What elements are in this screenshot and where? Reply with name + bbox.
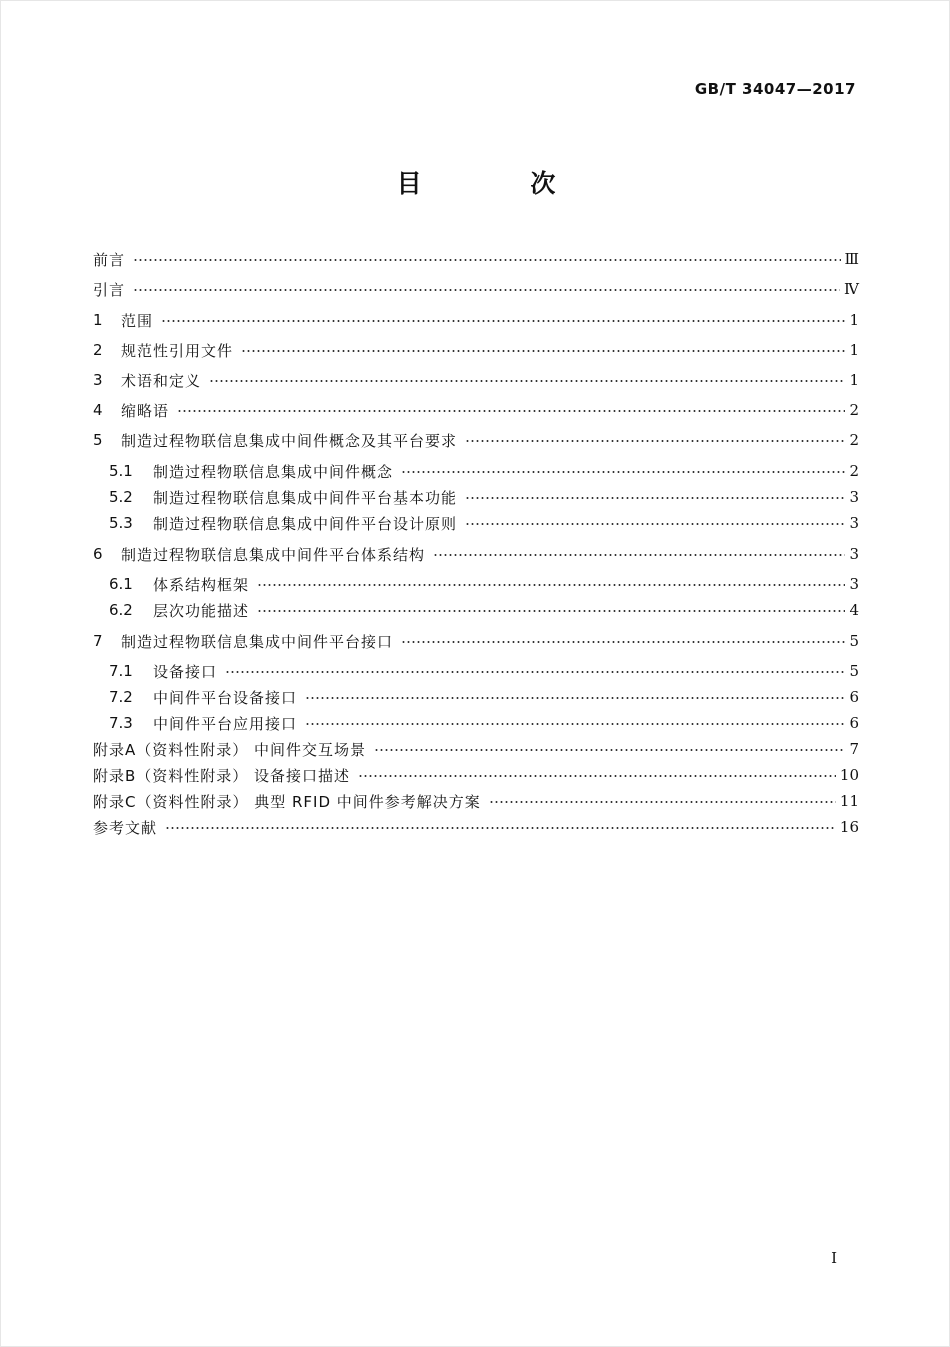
- toc-entry-page: 5: [849, 662, 859, 680]
- toc-entry[interactable]: [93, 369, 859, 391]
- toc-entry-label: 设备接口: [153, 662, 218, 681]
- toc-entry-page: 11: [839, 792, 859, 810]
- toc-entry[interactable]: [109, 686, 859, 708]
- toc-entry-number: 7.2: [109, 688, 133, 706]
- toc-entry[interactable]: [93, 429, 859, 451]
- toc-entry[interactable]: [93, 399, 859, 421]
- toc-entry-number: 5.3: [109, 514, 133, 532]
- toc-entry-page: 3: [849, 575, 859, 593]
- toc-entry-label: 前言: [93, 250, 126, 269]
- toc-entry-number: 7.1: [109, 662, 133, 680]
- dot-leader: [374, 749, 845, 751]
- toc-entry-page: 7: [849, 740, 859, 758]
- toc-entry[interactable]: [93, 543, 859, 565]
- dot-leader: [433, 554, 845, 556]
- toc-entry[interactable]: [109, 573, 859, 595]
- toc-entry[interactable]: [93, 309, 859, 331]
- toc-entry-page: 6: [849, 688, 859, 706]
- page-folio: I: [831, 1249, 837, 1267]
- standard-number: GB/T 34047—2017: [694, 80, 856, 98]
- toc-entry[interactable]: [109, 599, 859, 621]
- toc-entry-page: 3: [849, 545, 859, 563]
- dot-leader: [465, 523, 845, 525]
- toc-entry-label: 制造过程物联信息集成中间件平台设计原则: [153, 514, 458, 533]
- toc-entry-label: 中间件平台应用接口: [153, 714, 298, 733]
- toc-entry-number: 6: [93, 545, 103, 563]
- dot-leader: [465, 497, 845, 499]
- toc-entry-label: 制造过程物联信息集成中间件平台基本功能: [153, 488, 458, 507]
- dot-leader: [133, 289, 840, 291]
- dot-leader: [465, 440, 845, 442]
- toc-entry[interactable]: [93, 630, 859, 652]
- toc-entry-page: 1: [849, 371, 859, 389]
- toc-entry-number: 7: [93, 632, 103, 650]
- toc-entry[interactable]: [109, 460, 859, 482]
- toc-entry[interactable]: [109, 512, 859, 534]
- toc-entry-label: 附录A（资料性附录） 中间件交互场景: [93, 740, 367, 759]
- toc-entry-label: 范围: [121, 311, 154, 330]
- dot-leader: [177, 410, 845, 412]
- dot-leader: [165, 827, 836, 829]
- toc-entry-page: Ⅲ: [844, 250, 859, 268]
- toc-entry-number: 5.1: [109, 462, 133, 480]
- toc-entry-number: 1: [93, 311, 103, 329]
- toc-entry[interactable]: [109, 486, 859, 508]
- toc-entry-page: 1: [849, 311, 859, 329]
- toc-entry-number: 2: [93, 341, 103, 359]
- toc-entry-label: 制造过程物联信息集成中间件概念及其平台要求: [121, 431, 458, 450]
- toc-entry-label: 附录B（资料性附录） 设备接口描述: [93, 766, 351, 785]
- toc-entry-number: 7.3: [109, 714, 133, 732]
- toc-entry-number: 6.2: [109, 601, 133, 619]
- toc-entry-label: 参考文献: [93, 818, 158, 837]
- dot-leader: [257, 610, 845, 612]
- toc-entry[interactable]: [93, 738, 859, 760]
- toc-entry-page: 5: [849, 632, 859, 650]
- toc-entry[interactable]: [109, 712, 859, 734]
- toc-entry[interactable]: [93, 278, 859, 300]
- toc-entry-label: 体系结构框架: [153, 575, 250, 594]
- toc-entry-label: 术语和定义: [121, 371, 202, 390]
- toc-entry-number: 5: [93, 431, 103, 449]
- dot-leader: [305, 723, 845, 725]
- toc-entry-label: 制造过程物联信息集成中间件概念: [153, 462, 394, 481]
- toc-entry[interactable]: [93, 248, 859, 270]
- toc-entry-label: 附录C（资料性附录） 典型 RFID 中间件参考解决方案: [93, 792, 481, 811]
- toc-entry-page: 3: [849, 514, 859, 532]
- toc-entry-page: 4: [849, 601, 859, 619]
- dot-leader: [161, 320, 845, 322]
- toc-entry[interactable]: [109, 660, 859, 682]
- toc-entry-label: 中间件平台设备接口: [153, 688, 298, 707]
- toc-entry-page: 10: [839, 766, 859, 784]
- dot-leader: [133, 259, 841, 261]
- toc-entry[interactable]: [93, 816, 859, 838]
- dot-leader: [225, 671, 845, 673]
- dot-leader: [209, 380, 845, 382]
- toc-entry[interactable]: [93, 339, 859, 361]
- toc-entry-number: 6.1: [109, 575, 133, 593]
- toc-entry[interactable]: [93, 790, 859, 812]
- toc-entry-page: 2: [849, 401, 859, 419]
- toc-entry-label: 制造过程物联信息集成中间件平台体系结构: [121, 545, 426, 564]
- dot-leader: [401, 641, 845, 643]
- toc-entry-page: Ⅳ: [844, 280, 859, 298]
- toc-entry-label: 层次功能描述: [153, 601, 250, 620]
- toc-entry-number: 4: [93, 401, 103, 419]
- toc-entry-label: 制造过程物联信息集成中间件平台接口: [121, 632, 394, 651]
- toc-entry-page: 1: [849, 341, 859, 359]
- page-title: 目 次: [396, 169, 606, 198]
- dot-leader: [305, 697, 845, 699]
- dot-leader: [489, 801, 836, 803]
- toc-entry-page: 3: [849, 488, 859, 506]
- toc-entry-page: 6: [849, 714, 859, 732]
- dot-leader: [358, 775, 836, 777]
- dot-leader: [241, 350, 845, 352]
- toc-entry-page: 16: [839, 818, 859, 836]
- toc-entry-label: 引言: [93, 280, 126, 299]
- toc-entry[interactable]: [93, 764, 859, 786]
- toc-entry-page: 2: [849, 431, 859, 449]
- toc-entry-number: 3: [93, 371, 103, 389]
- toc-entry-label: 规范性引用文件: [121, 341, 234, 360]
- dot-leader: [257, 584, 845, 586]
- dot-leader: [401, 471, 845, 473]
- toc-entry-label: 缩略语: [121, 401, 170, 420]
- toc-entry-page: 2: [849, 462, 859, 480]
- toc-entry-number: 5.2: [109, 488, 133, 506]
